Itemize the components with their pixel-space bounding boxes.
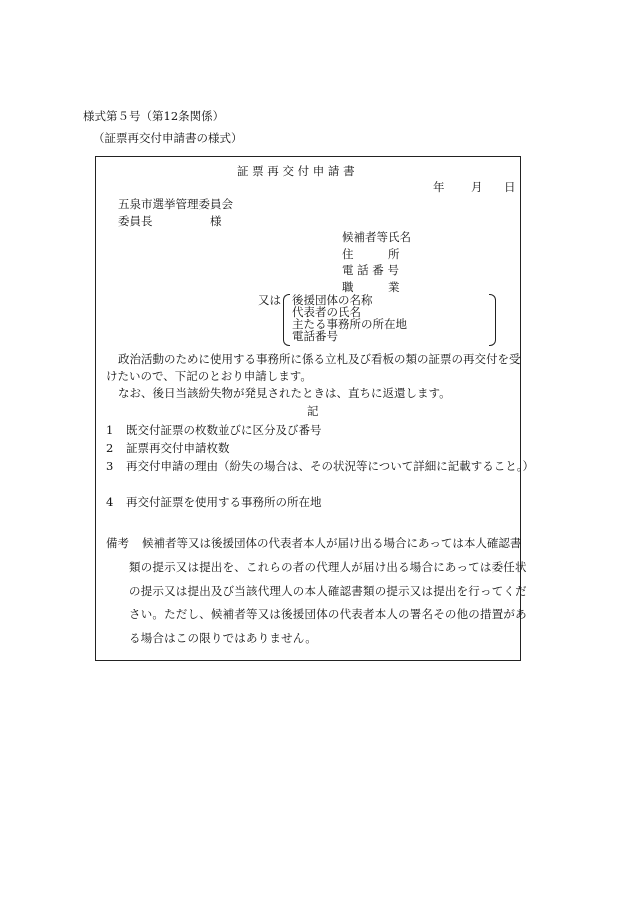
item-text: 再交付申請の理由（紛失の場合は、その状況等について詳細に記載すること。） [126, 459, 535, 473]
item-number: 4 [106, 495, 114, 509]
date-month: 月 [471, 180, 483, 194]
group-name-label: 後援団体の名称 [292, 293, 373, 307]
body-line-2: けたいので、下記のとおり申請します。 [106, 369, 312, 383]
form-title: 証 票 再 交 付 申 請 書 [237, 164, 355, 178]
addressee-honorific: 様 [210, 214, 222, 228]
item-number: 1 [106, 423, 114, 437]
item-number: 2 [106, 441, 114, 455]
ki-heading: 記 [307, 404, 319, 418]
group-office-label: 主たる事務所の所在地 [292, 317, 407, 331]
addressee-chair: 委員長 [118, 214, 153, 228]
applicant-occupation-label: 職 業 [342, 280, 400, 294]
item-number: 3 [106, 459, 114, 473]
item-text: 証票再交付申請枚数 [126, 441, 230, 455]
body-line-1: 政治活動のために使用する事務所に係る立札及び看板の類の証票の再交付を受 [118, 352, 521, 366]
right-brace [489, 294, 496, 346]
note-line: 類の提示又は提出を、これらの者の代理人が届け出る場合にあっては委任状 [129, 560, 527, 574]
date-day: 日 [504, 180, 516, 194]
applicant-name-label: 候補者等氏名 [342, 230, 411, 244]
item-text: 既交付証票の枚数並びに区分及び番号 [126, 423, 322, 437]
note-line: る場合はこの限りではありません。 [129, 631, 317, 645]
group-rep-label: 代表者の氏名 [292, 305, 361, 319]
date-year: 年 [433, 180, 445, 194]
group-phone-label: 電話番号 [292, 329, 338, 343]
note-line: さい。ただし、候補者等又は後援団体の代表者本人の署名その他の措置があ [129, 607, 527, 621]
note-line: の提示又は提出及び当該代理人の本人確認書類の提示又は提出を行ってくだ [129, 584, 527, 598]
left-brace [283, 294, 290, 346]
item-text: 再交付証票を使用する事務所の所在地 [126, 495, 322, 509]
body-line-3: なお、後日当該紛失物が発見されたときは、直ちに返還します。 [118, 386, 451, 400]
form-subtitle: （証票再交付申請書の様式） [93, 131, 243, 145]
note-line: 候補者等又は後援団体の代表者本人が届け出る場合にあっては本人確認書 [142, 536, 522, 550]
form-number: 様式第５号（第12条関係） [83, 109, 225, 123]
or-label: 又は [258, 293, 281, 307]
addressee-org: 五泉市選挙管理委員会 [118, 197, 233, 211]
note-label: 備考 [106, 536, 129, 550]
applicant-address-label: 住 所 [342, 247, 400, 261]
applicant-phone-label: 電 話 番 号 [342, 263, 399, 277]
